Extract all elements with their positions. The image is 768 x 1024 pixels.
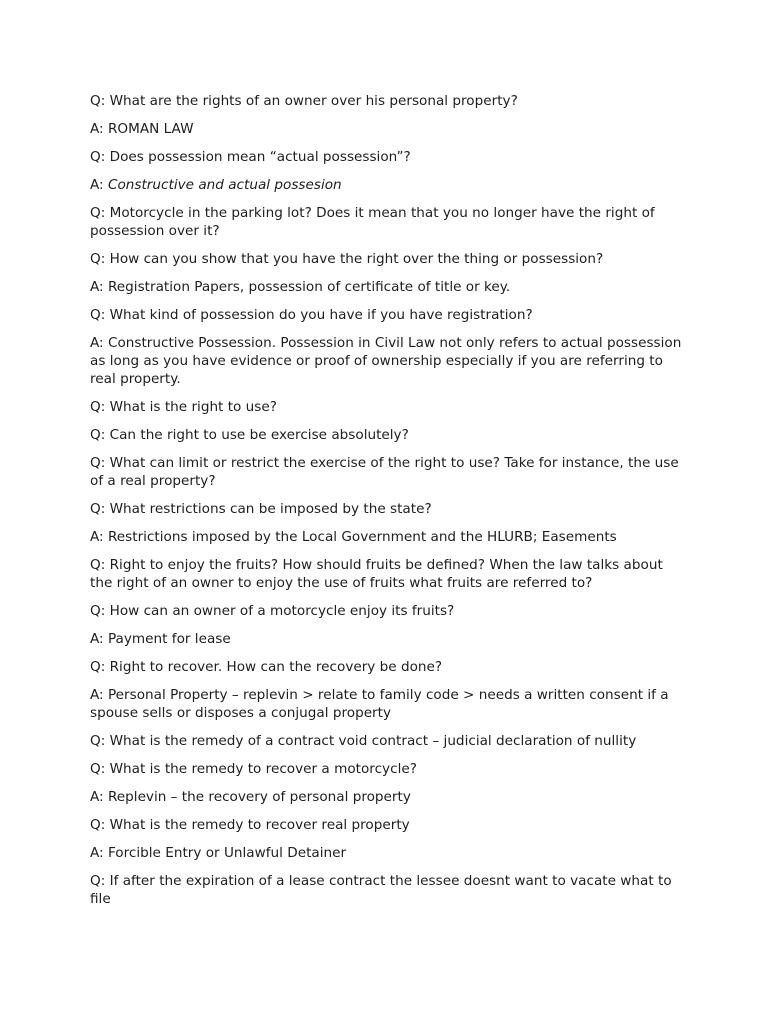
question-paragraph: Q: What is the remedy to recover a motorcycle? bbox=[90, 761, 417, 777]
answer-paragraph: A: Restrictions imposed by the Local Government and the HLURB; Easements bbox=[90, 529, 617, 545]
question-paragraph: Q: How can an owner of a motorcycle enjoy its fruits? bbox=[90, 603, 455, 619]
question-paragraph: Q: Motorcycle in the parking lot? Does it mean that you no longer have the right of possession over it? bbox=[90, 205, 655, 239]
answer-paragraph: A: Payment for lease bbox=[90, 631, 231, 647]
answer-paragraph: A: Constructive Possession. Possession in Civil Law not only refers to actual possession as long as you have evidence or proof of ownership especially if you are referring to real property. bbox=[90, 335, 682, 387]
question-paragraph: Q: What is the remedy to recover real property bbox=[90, 817, 410, 833]
answer-paragraph: A: ROMAN LAW bbox=[90, 121, 194, 137]
answer-paragraph: A: Personal Property – replevin > relate to family code > needs a written consent if a spouse sells or disposes a conjugal property bbox=[90, 687, 669, 721]
question-paragraph: Q: What is the right to use? bbox=[90, 399, 277, 415]
question-paragraph: Q: What kind of possession do you have if you have registration? bbox=[90, 307, 533, 323]
answer-paragraph bbox=[90, 176, 682, 194]
question-paragraph: Q: If after the expiration of a lease contract the lessee doesnt want to vacate what to file bbox=[90, 873, 672, 907]
question-paragraph: Q: How can you show that you have the right over the thing or possession? bbox=[90, 251, 604, 267]
question-paragraph: Q: Does possession mean “actual possession”? bbox=[90, 149, 411, 165]
question-paragraph: Q: Can the right to use be exercise absolutely? bbox=[90, 427, 409, 443]
answer-italic-text: Constructive and actual possesion bbox=[107, 177, 342, 193]
question-paragraph: Q: Right to enjoy the fruits? How should fruits be defined? When the law talks about the right of an owner to enjoy the use of fruits what fruits are referred to? bbox=[90, 557, 663, 591]
answer-paragraph: A: Registration Papers, possession of certificate of title or key. bbox=[90, 279, 511, 295]
answer-paragraph: A: Forcible Entry or Unlawful Detainer bbox=[90, 845, 347, 861]
document-body bbox=[90, 92, 682, 918]
question-paragraph: Q: What restrictions can be imposed by the state? bbox=[90, 501, 432, 517]
question-paragraph: Q: Right to recover. How can the recovery be done? bbox=[90, 659, 443, 675]
answer-prefix: A: bbox=[90, 177, 108, 193]
question-paragraph: Q: What can limit or restrict the exercise of the right to use? Take for instance, the use of a real property? bbox=[90, 455, 679, 489]
question-paragraph: Q: What is the remedy of a contract void contract – judicial declaration of nullity bbox=[90, 733, 637, 749]
question-paragraph: Q: What are the rights of an owner over his personal property? bbox=[90, 93, 518, 109]
answer-paragraph: A: Replevin – the recovery of personal property bbox=[90, 789, 411, 805]
